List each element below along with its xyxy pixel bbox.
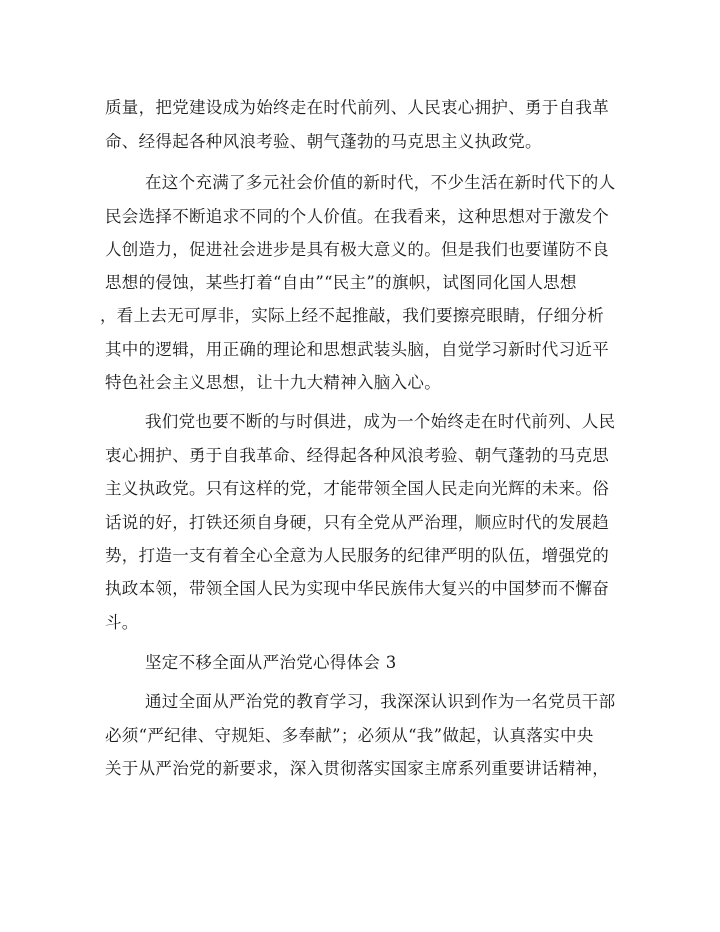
text-line: 人创造力，促进社会进步是具有极大意义的。但是我们也要谨防不良 (105, 240, 609, 259)
text-line: 执政本领，带领全国人民为实现中华民族伟大复兴的中国梦而不懈奋 (105, 579, 609, 598)
text-line: 通过全面从严治党的教育学习，我深深认识到作为一名党员干部 (145, 692, 616, 711)
section-heading: 坚定不移全面从严治党心得体会 3 (145, 653, 397, 672)
text-line: 在这个充满了多元社会价值的新时代，不少生活在新时代下的人 (145, 173, 616, 192)
text-line: 其中的逻辑，用正确的理论和思想武装头脑，自觉学习新时代习近平 (105, 340, 609, 359)
text-line: 思想的侵蚀，某些打着“自由”“民主”的旗帜，试图同化国人思想 (105, 273, 577, 292)
text-line: 我们党也要不断的与时俱进，成为一个始终走在时代前列、人民 (145, 412, 616, 431)
text-line: ，看上去无可厚非，实际上经不起推敲，我们要擦亮眼睛，仔细分析 (100, 306, 604, 325)
text-line: 关于从严治党的新要求，深入贯彻落实国家主席系列重要讲话精神， (105, 759, 609, 778)
text-line: 话说的好，打铁还须自身硬，只有全党从严治理，顺应时代的发展趋 (105, 513, 609, 532)
text-line: 命、经得起各种风浪考验、朝气蓬勃的马克思主义执政党。 (105, 132, 542, 151)
text-line: 势，打造一支有着全心全意为人民服务的纪律严明的队伍，增强党的 (105, 546, 609, 565)
text-line: 特色社会主义思想，让十九大精神入脑入心。 (105, 373, 441, 392)
text-line: 质量，把党建设成为始终走在时代前列、人民衷心拥护、勇于自我革 (105, 98, 609, 117)
text-line: 民会选择不断追求不同的个人价值。在我看来，这种思想对于激发个 (105, 207, 609, 226)
text-line: 必须“严纪律、守规矩、多奉献”；必须从“我”做起，认真落实中央 (105, 726, 594, 745)
text-line: 斗。 (105, 613, 139, 632)
text-line: 衷心拥护、勇于自我革命、经得起各种风浪考验、朝气蓬勃的马克思 (105, 446, 609, 465)
text-line: 主义执政党。只有这样的党，才能带领全国人民走向光辉的未来。俗 (105, 479, 609, 498)
